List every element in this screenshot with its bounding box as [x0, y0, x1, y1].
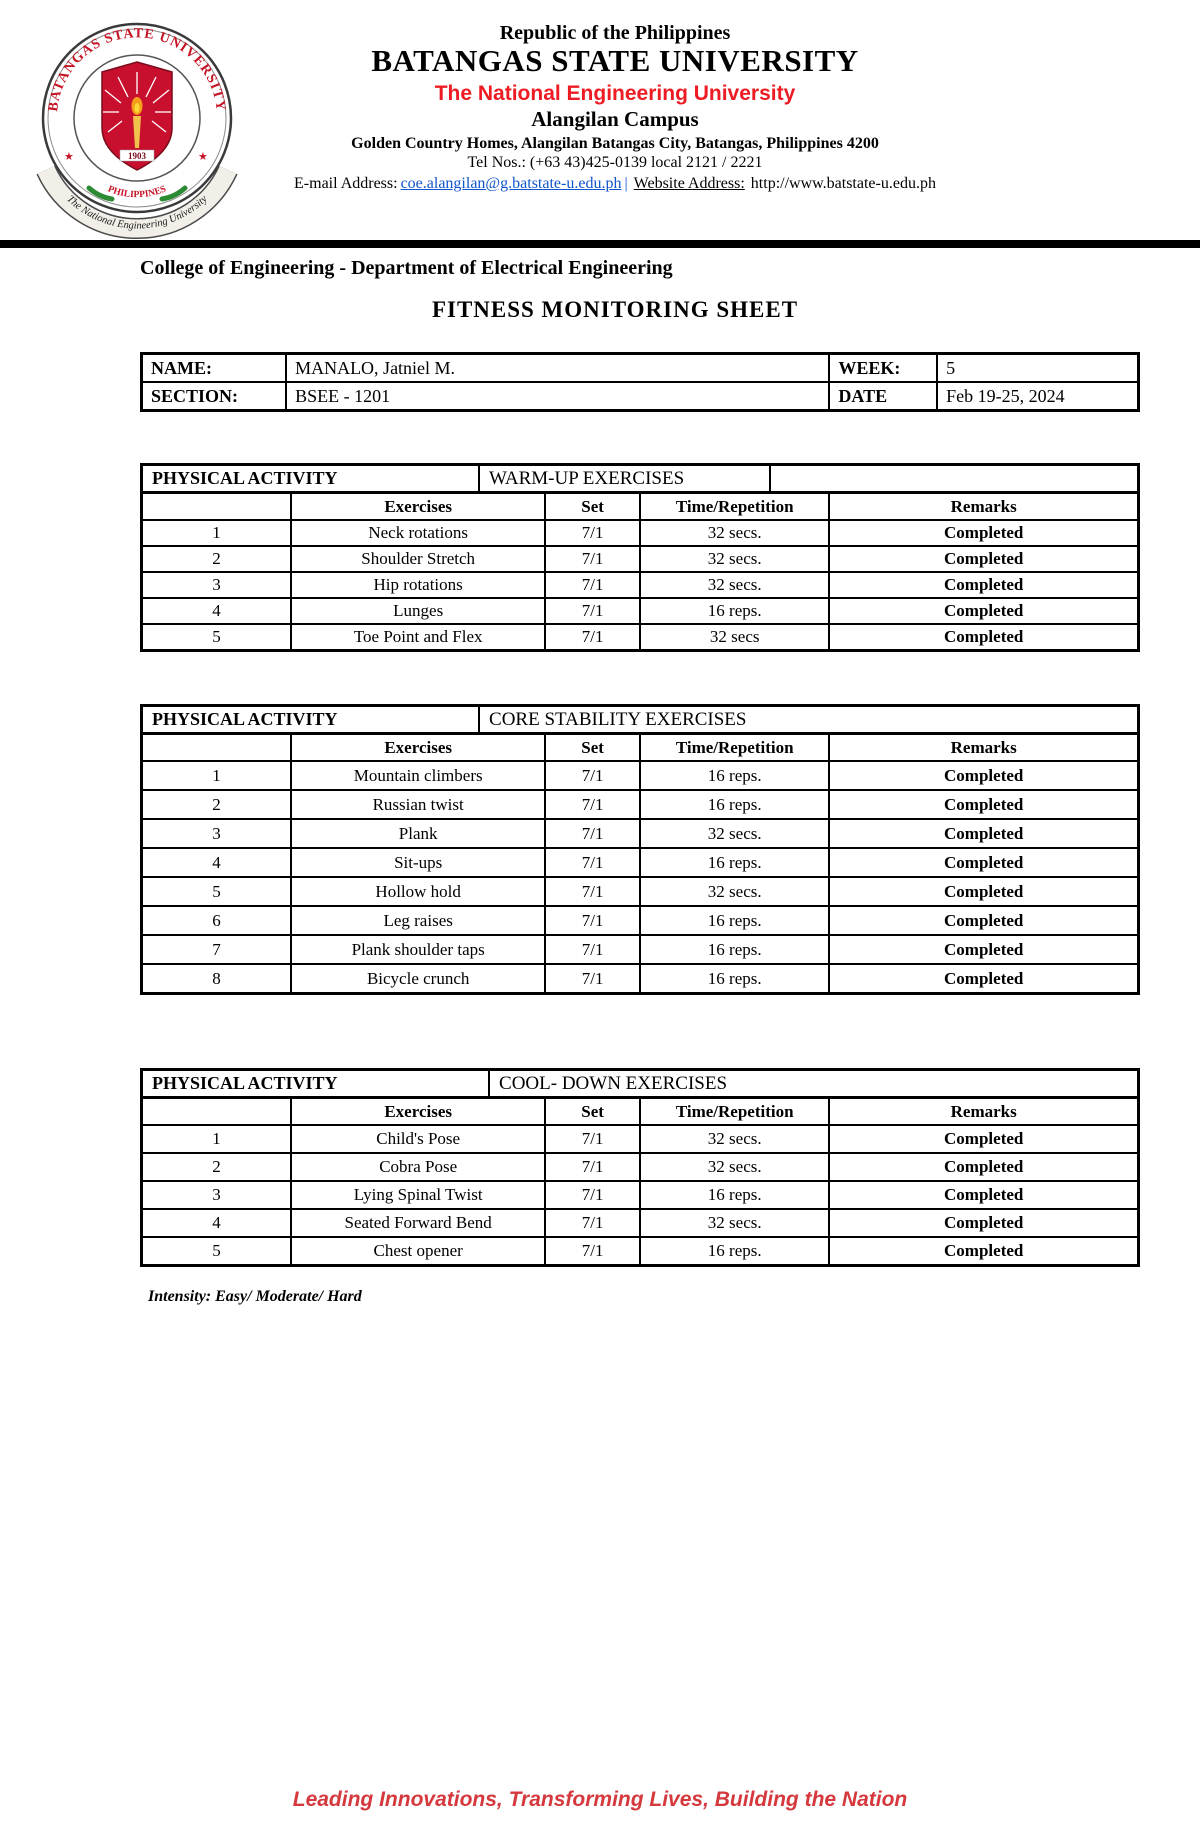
cell: Child's Pose [291, 1125, 545, 1153]
activity-title-row [140, 463, 1140, 494]
cell: Plank shoulder taps [291, 935, 545, 964]
column-header: Set [545, 493, 640, 521]
table-row [142, 624, 1139, 651]
cell: Completed [829, 790, 1138, 819]
cell: 32 secs [640, 624, 829, 651]
exercise-table [140, 1096, 1140, 1267]
campus-name: Alangilan Campus [531, 106, 699, 131]
cell: Completed [829, 520, 1138, 546]
intensity-note: Intensity: Easy/ Moderate/ Hard [148, 1288, 362, 1305]
cell: 16 reps. [640, 761, 829, 790]
table-row [142, 546, 1139, 572]
physical-activity-label: PHYSICAL ACTIVITY [142, 706, 480, 734]
cell: 7/1 [545, 1125, 640, 1153]
cell: 1 [142, 520, 292, 546]
cell: 32 secs. [640, 877, 829, 906]
column-header: Set [545, 734, 640, 762]
letterhead [30, 22, 1200, 193]
cell: Completed [829, 624, 1138, 651]
cell: Sit-ups [291, 848, 545, 877]
cell: 32 secs. [640, 1125, 829, 1153]
cell: 16 reps. [640, 848, 829, 877]
cell: 7/1 [545, 877, 640, 906]
cell: 5 [142, 877, 292, 906]
email-link[interactable]: coe.alangilan@g.batstate-u.edu.ph [400, 174, 622, 192]
cell: 7/1 [545, 598, 640, 624]
table-row [142, 1209, 1139, 1237]
cell: Completed [829, 1209, 1138, 1237]
campus-address: Golden Country Homes, Alangilan Batangas City, Batangas, Philippines 4200 [351, 135, 879, 153]
cell: 32 secs. [640, 1153, 829, 1181]
cell: 7/1 [545, 624, 640, 651]
cell: 7/1 [545, 906, 640, 935]
cell: Toe Point and Flex [291, 624, 545, 651]
cell: 7/1 [545, 935, 640, 964]
table-row [142, 964, 1139, 994]
cell: Completed [829, 1153, 1138, 1181]
cell: 7/1 [545, 964, 640, 994]
date-value: Feb 19-25, 2024 [937, 382, 1138, 411]
cell: Completed [829, 598, 1138, 624]
table-row [142, 1237, 1139, 1266]
table-row [142, 1181, 1139, 1209]
week-label: WEEK: [829, 354, 937, 383]
cell: 16 reps. [640, 964, 829, 994]
table-row [142, 848, 1139, 877]
cell: Lying Spinal Twist [291, 1181, 545, 1209]
cell: 2 [142, 1153, 292, 1181]
cell: Completed [829, 761, 1138, 790]
cell: 7/1 [545, 546, 640, 572]
email-label: E-mail Address: [294, 174, 398, 192]
cell: 16 reps. [640, 906, 829, 935]
seal-year: 1903 [128, 151, 146, 161]
week-value: 5 [937, 354, 1138, 383]
email-website-line [30, 175, 1200, 193]
cell: Plank [291, 819, 545, 848]
separator-pipe: | [624, 174, 628, 192]
column-header [142, 1098, 292, 1126]
cell: 32 secs. [640, 520, 829, 546]
physical-activity-label: PHYSICAL ACTIVITY [142, 1070, 490, 1098]
column-header [142, 493, 292, 521]
date-label: DATE [829, 382, 937, 411]
cell: Completed [829, 906, 1138, 935]
column-header: Remarks [829, 493, 1138, 521]
header-divider-rule [0, 240, 1200, 248]
table-row [142, 572, 1139, 598]
exercise-table-block [140, 463, 1140, 652]
cell: 1 [142, 761, 292, 790]
cell: 5 [142, 624, 292, 651]
cell: Seated Forward Bend [291, 1209, 545, 1237]
cell: Russian twist [291, 790, 545, 819]
table-row [142, 935, 1139, 964]
column-header-row [142, 1098, 1139, 1126]
cell: 3 [142, 1181, 292, 1209]
cell: 3 [142, 819, 292, 848]
table-row [142, 877, 1139, 906]
cell: Mountain climbers [291, 761, 545, 790]
cell: 1 [142, 1125, 292, 1153]
cell: 7 [142, 935, 292, 964]
cell: 6 [142, 906, 292, 935]
cell: 7/1 [545, 572, 640, 598]
cell: 7/1 [545, 520, 640, 546]
exercise-table [140, 732, 1140, 995]
university-name: BATANGAS STATE UNIVERSITY [371, 43, 859, 79]
cell: Lunges [291, 598, 545, 624]
cell: 4 [142, 1209, 292, 1237]
cell: 32 secs. [640, 819, 829, 848]
table-row [142, 382, 1139, 411]
cell: 7/1 [545, 1237, 640, 1266]
republic-line: Republic of the Philippines [499, 22, 731, 44]
activity-title-row [140, 704, 1140, 735]
star-icon: ★ [64, 150, 74, 163]
cell: 5 [142, 1237, 292, 1266]
table-row [142, 761, 1139, 790]
table-row [142, 1153, 1139, 1181]
cell: Bicycle crunch [291, 964, 545, 994]
table-row [142, 906, 1139, 935]
section-label: SECTION: [142, 382, 287, 411]
name-label: NAME: [142, 354, 287, 383]
activity-type-label: WARM-UP EXERCISES [479, 465, 770, 493]
cell: Shoulder Stretch [291, 546, 545, 572]
cell: 7/1 [545, 1153, 640, 1181]
column-header: Time/Repetition [640, 1098, 829, 1126]
cell: Completed [829, 572, 1138, 598]
table-row [142, 598, 1139, 624]
cell: 2 [142, 546, 292, 572]
cell: 8 [142, 964, 292, 994]
column-header: Set [545, 1098, 640, 1126]
seal-ribbon-text: The National Engineering University [64, 193, 210, 232]
column-header: Remarks [829, 734, 1138, 762]
cell: Completed [829, 848, 1138, 877]
column-header-row [142, 493, 1139, 521]
table-row [142, 790, 1139, 819]
cell: 16 reps. [640, 1181, 829, 1209]
cell: 7/1 [545, 790, 640, 819]
column-header: Remarks [829, 1098, 1138, 1126]
cell: 32 secs. [640, 572, 829, 598]
column-header [142, 734, 292, 762]
cell: Completed [829, 819, 1138, 848]
star-icon: ★ [198, 150, 208, 163]
cell: 2 [142, 790, 292, 819]
cell: 32 secs. [640, 546, 829, 572]
column-header-row [142, 734, 1139, 762]
cell: Completed [829, 1181, 1138, 1209]
cell: 7/1 [545, 1181, 640, 1209]
column-header: Time/Repetition [640, 493, 829, 521]
footer-slogan: Leading Innovations, Transforming Lives, Building the Nation [292, 1788, 908, 1811]
cell: Hip rotations [291, 572, 545, 598]
cell: 7/1 [545, 848, 640, 877]
cell: 16 reps. [640, 598, 829, 624]
activity-type-label: COOL- DOWN EXERCISES [489, 1070, 1138, 1098]
cell: Hollow hold [291, 877, 545, 906]
activity-type-label: CORE STABILITY EXERCISES [479, 706, 1138, 734]
seal-ring-bottom-text: PHILIPPINES [106, 184, 168, 201]
section-value: BSEE - 1201 [286, 382, 829, 411]
cell: Completed [829, 877, 1138, 906]
column-header: Exercises [291, 493, 545, 521]
table-row [142, 1125, 1139, 1153]
university-tagline: The National Engineering University [434, 82, 796, 106]
table-row [142, 819, 1139, 848]
cell: 4 [142, 598, 292, 624]
cell: 32 secs. [640, 1209, 829, 1237]
activity-title-row [140, 1068, 1140, 1099]
seal-ring-text: BATANGAS STATE UNIVERSITY [46, 26, 228, 113]
table-row [142, 520, 1139, 546]
cell: Completed [829, 546, 1138, 572]
column-header: Time/Repetition [640, 734, 829, 762]
cell: 7/1 [545, 761, 640, 790]
website-url: http://www.batstate-u.edu.ph [750, 174, 936, 192]
department-line: College of Engineering - Department of Electrical Engineering [140, 257, 673, 279]
cell: Completed [829, 1237, 1138, 1266]
table-row [142, 354, 1139, 383]
website-label: Website Address: [633, 174, 745, 192]
page-title: FITNESS MONITORING SHEET [431, 297, 799, 322]
cell: 16 reps. [640, 935, 829, 964]
cell: 7/1 [545, 819, 640, 848]
exercise-table [140, 491, 1140, 652]
column-header: Exercises [291, 1098, 545, 1126]
cell: 4 [142, 848, 292, 877]
exercise-table-block [140, 704, 1140, 995]
physical-activity-label: PHYSICAL ACTIVITY [142, 465, 480, 493]
cell: 7/1 [545, 1209, 640, 1237]
blank-cell [770, 465, 1138, 493]
cell: Completed [829, 935, 1138, 964]
telephone-line: Tel Nos.: (+63 43)425-0139 local 2121 / 2221 [467, 154, 763, 172]
cell: 3 [142, 572, 292, 598]
student-info-table [140, 352, 1140, 412]
cell: Completed [829, 1125, 1138, 1153]
cell: Chest opener [291, 1237, 545, 1266]
cell: 16 reps. [640, 790, 829, 819]
name-value: MANALO, Jatniel M. [286, 354, 829, 383]
cell: Leg raises [291, 906, 545, 935]
cell: Neck rotations [291, 520, 545, 546]
cell: Completed [829, 964, 1138, 994]
cell: Cobra Pose [291, 1153, 545, 1181]
cell: 16 reps. [640, 1237, 829, 1266]
column-header: Exercises [291, 734, 545, 762]
exercise-table-block [140, 1068, 1140, 1267]
